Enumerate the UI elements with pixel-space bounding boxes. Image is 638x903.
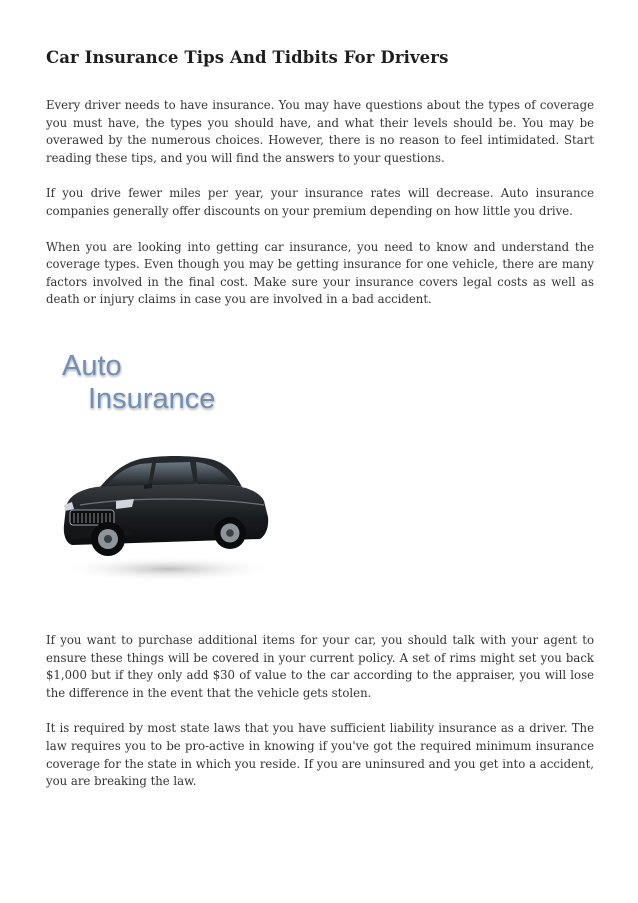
document-title: Car Insurance Tips And Tidbits For Drivers	[46, 48, 449, 67]
image-text-auto: Auto	[62, 349, 122, 382]
paragraph: Every driver needs to have insurance. You may have questions about the types of coverage you must have, the types you should have, and what their levels should be. You may be overawed by the numerous choices. However, there is no reason to feel intimidated. Start reading these tips, and you will find the answers to your questions.	[46, 98, 594, 165]
paragraph: It is required by most state laws that you have sufficient liability insurance as a driver. The law requires you to be pro-active in knowing if you've got the required minimum insurance coverage for the state in which you reside. If you are uninsured and you get into a accident, you are breaking the law.	[46, 721, 594, 789]
paragraph: If you want to purchase additional items for your car, you should talk with your agent to ensure these things will be covered in your current policy. A set of rims might set you back $1,000 but if they only add $30 of value to the car according to the appraiser, you will lose the difference in the event that the vehicle gets stolen.	[46, 632, 594, 700]
image-text-insurance: Insurance	[88, 382, 216, 415]
document-page	[46, 48, 594, 809]
auto-insurance-image	[60, 347, 280, 582]
car-icon	[64, 456, 268, 556]
auto-insurance-illustration	[60, 347, 280, 582]
paragraph: When you are looking into getting car insurance, you need to know and understand the coverage types. Even though you may be getting insurance for one vehicle, there are many factors involved in the final cost. Make sure your insurance covers legal costs as well as death or injury claims in case you are involved in a bad accident.	[46, 239, 594, 307]
paragraph: If you drive fewer miles per year, your insurance rates will decrease. Auto insurance companies generally offer discounts on your premium depending on how little you drive.	[46, 186, 594, 218]
